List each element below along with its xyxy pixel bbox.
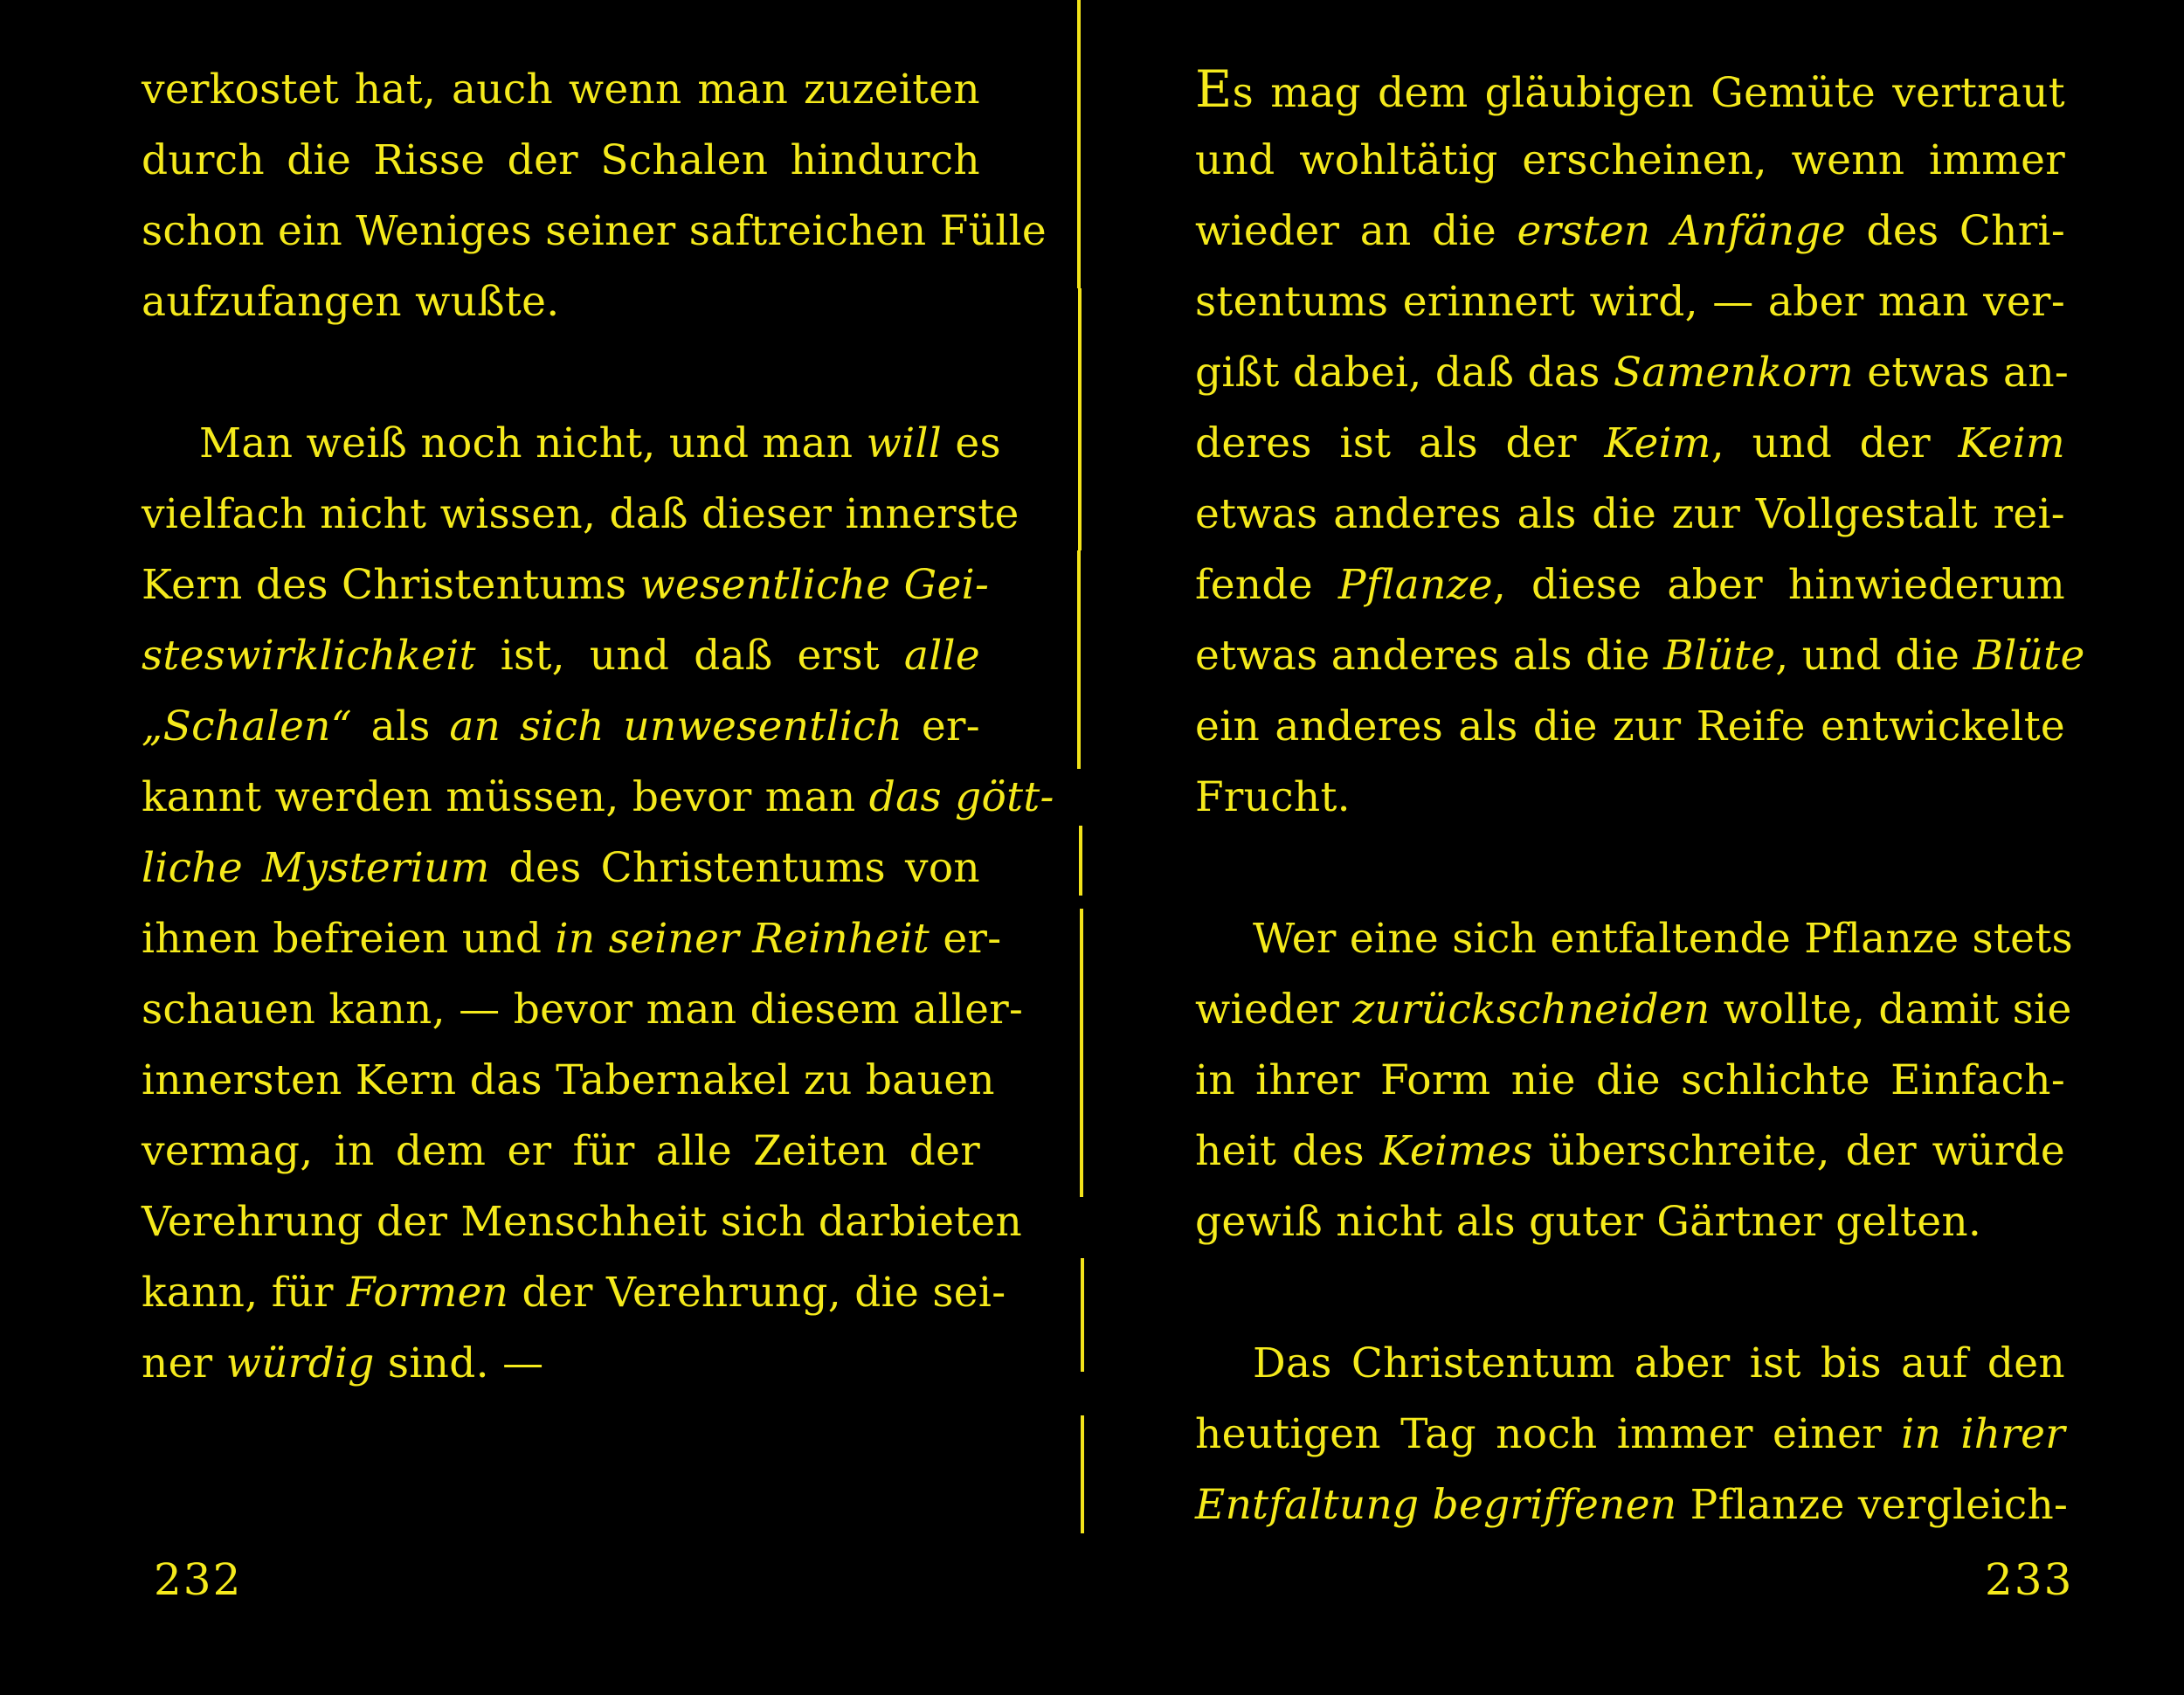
gutter-line xyxy=(1078,288,1082,550)
text-line xyxy=(142,620,980,691)
gutter-line xyxy=(1079,826,1082,896)
text-line xyxy=(1195,903,2073,974)
text-line xyxy=(142,974,1024,1045)
text-run: etwas anderes als die xyxy=(1195,632,1664,680)
text-line xyxy=(142,1116,980,1186)
text-line xyxy=(1195,1470,2069,1540)
text-run: vermag, in dem er für alle Zeiten der xyxy=(142,1127,980,1175)
text-run: kannt werden müssen, bevor man xyxy=(142,773,869,821)
italic-text: ersten Anfänge xyxy=(1517,207,1846,255)
text-line xyxy=(1195,125,2065,196)
paragraph-gap xyxy=(1195,1257,2065,1328)
text-run: und wohltätig erscheinen, wenn immer xyxy=(1195,136,2065,184)
text-line xyxy=(142,196,1047,266)
page-gutter xyxy=(1077,0,1082,1538)
italic-text: Blüte xyxy=(1973,632,2085,680)
text-line xyxy=(142,266,980,337)
text-line xyxy=(142,1328,980,1399)
text-run: wieder xyxy=(1195,986,1353,1034)
text-run: überschreite, der würde xyxy=(1532,1127,2066,1175)
text-run: aufzufangen wußte. xyxy=(142,278,560,326)
text-run: etwas an- xyxy=(1853,349,2070,397)
text-line xyxy=(142,1186,1023,1257)
text-run: ist, und daß erst xyxy=(475,632,904,680)
text-run: er- xyxy=(902,702,980,751)
italic-text: zurückschneiden xyxy=(1352,986,1711,1034)
text-run: vielfach nicht wissen, daß dieser innerste xyxy=(142,490,1019,538)
text-run: schon ein Weniges seiner saftreichen Fülle xyxy=(142,207,1047,255)
text-run: schauen kann, — bevor man diesem aller- xyxy=(142,986,1024,1034)
text-line xyxy=(1195,1328,2065,1399)
text-line xyxy=(1195,408,2065,479)
text-line xyxy=(142,1045,995,1116)
text-line xyxy=(142,903,1002,974)
text-line xyxy=(1195,691,2065,762)
left-page-number: 232 xyxy=(154,1554,243,1605)
italic-text: Keim xyxy=(1604,419,1711,467)
gutter-line xyxy=(1077,0,1081,288)
text-line xyxy=(1195,337,2070,408)
italic-text: Pflanze xyxy=(1337,561,1493,609)
italic-text: wesentliche Gei- xyxy=(639,561,990,609)
text-run: sind. — xyxy=(374,1339,544,1387)
text-line xyxy=(1195,479,2065,550)
text-run: s mag dem gläubigen Gemüte vertraut xyxy=(1232,69,2065,117)
text-run: Verehrung der Menschheit sich darbieten xyxy=(142,1198,1023,1246)
text-run: als xyxy=(352,702,450,751)
text-line xyxy=(142,1257,1006,1328)
text-line xyxy=(1195,550,2065,620)
italic-text: Keim xyxy=(1958,419,2065,467)
text-run: ihnen befreien und xyxy=(142,915,556,963)
text-run: deres ist als der xyxy=(1195,419,1605,467)
text-line xyxy=(142,833,980,903)
text-run: Kern des Christentums xyxy=(142,561,640,609)
text-line xyxy=(1195,54,2065,125)
text-run: , und der xyxy=(1711,419,1959,467)
initial-capital: E xyxy=(1195,59,1233,119)
italic-text: alle xyxy=(903,632,980,680)
italic-text: in ihrer xyxy=(1901,1410,2065,1458)
italic-text: „Schalen“ xyxy=(142,702,353,751)
right-page-number: 233 xyxy=(1985,1554,2074,1605)
text-run: fende xyxy=(1195,561,1338,609)
italic-text: steswirklichkeit xyxy=(142,632,476,680)
paragraph-gap xyxy=(142,337,980,408)
text-run: gißt dabei, daß das xyxy=(1195,349,1614,397)
text-line xyxy=(142,54,980,125)
text-run: wollte, damit sie xyxy=(1710,986,2072,1034)
text-run: heutigen Tag noch immer einer xyxy=(1195,1410,1902,1458)
text-run: wieder an die xyxy=(1195,207,1517,255)
italic-text: Blüte xyxy=(1663,632,1776,680)
left-page-text xyxy=(142,54,1054,1399)
text-run: Man weiß noch nicht, und man xyxy=(199,419,867,467)
italic-text: Entfaltung begriffenen xyxy=(1195,1481,1677,1529)
text-run: ner xyxy=(142,1339,226,1387)
italic-text: das gött- xyxy=(868,773,1054,821)
italic-text: Keimes xyxy=(1379,1127,1533,1175)
text-run: Wer eine sich entfaltende Pflanze stets xyxy=(1253,915,2073,963)
text-line xyxy=(142,691,980,762)
text-line xyxy=(1195,762,2065,833)
text-run: , diese aber hinwiederum xyxy=(1492,561,2065,609)
text-line xyxy=(1195,1186,2065,1257)
text-run: Das Christentum aber ist bis auf den xyxy=(1253,1339,2065,1387)
text-run: durch die Risse der Schalen hindurch xyxy=(142,136,980,184)
text-line xyxy=(142,762,1054,833)
text-run: es xyxy=(942,419,1001,467)
text-run: der Verehrung, die sei- xyxy=(508,1269,1006,1317)
text-line xyxy=(1195,1116,2065,1186)
paragraph-gap xyxy=(1195,833,2065,903)
text-run: ein anderes als die zur Reife entwickelte xyxy=(1195,702,2065,751)
text-run: des Christentums von xyxy=(489,844,980,892)
text-line xyxy=(1195,974,2072,1045)
text-line xyxy=(1195,620,2085,691)
text-run: Pflanze vergleich- xyxy=(1676,1481,2069,1529)
text-run: stentums erinnert wird, — aber man ver- xyxy=(1195,278,2065,326)
text-line xyxy=(1195,196,2065,266)
italic-text: liche Mysterium xyxy=(142,844,490,892)
text-run: er- xyxy=(930,915,1002,963)
text-line xyxy=(142,550,990,620)
text-run: des Chri- xyxy=(1846,207,2066,255)
text-run: , und die xyxy=(1775,632,1973,680)
text-run: Frucht. xyxy=(1195,773,1351,821)
italic-text: in seiner Reinheit xyxy=(555,915,930,963)
text-line xyxy=(1195,1045,2065,1116)
text-line xyxy=(142,125,980,196)
italic-text: an sich unwesentlich xyxy=(449,702,903,751)
right-page-text xyxy=(1195,54,2085,1540)
text-run: gewiß nicht als guter Gärtner gelten. xyxy=(1195,1198,1982,1246)
text-run: in ihrer Form nie die schlichte Einfach- xyxy=(1195,1056,2065,1104)
gutter-line xyxy=(1077,550,1081,769)
text-run: innersten Kern das Tabernakel zu bauen xyxy=(142,1056,995,1104)
text-run: verkostet hat, auch wenn man zuzeiten xyxy=(142,66,980,114)
text-line xyxy=(1195,266,2065,337)
gutter-line xyxy=(1081,1415,1084,1533)
text-line xyxy=(142,408,1001,479)
italic-text: will xyxy=(866,419,943,467)
text-run: kann, für xyxy=(142,1269,347,1317)
text-line xyxy=(142,479,1019,550)
text-run: heit des xyxy=(1195,1127,1380,1175)
text-line xyxy=(1195,1399,2065,1470)
text-run: etwas anderes als die zur Vollgestalt rei- xyxy=(1195,490,2065,538)
italic-text: Samenkorn xyxy=(1613,349,1854,397)
italic-text: würdig xyxy=(225,1339,375,1387)
italic-text: Formen xyxy=(347,1269,509,1317)
gutter-line xyxy=(1081,1258,1084,1372)
gutter-line xyxy=(1080,909,1083,1197)
